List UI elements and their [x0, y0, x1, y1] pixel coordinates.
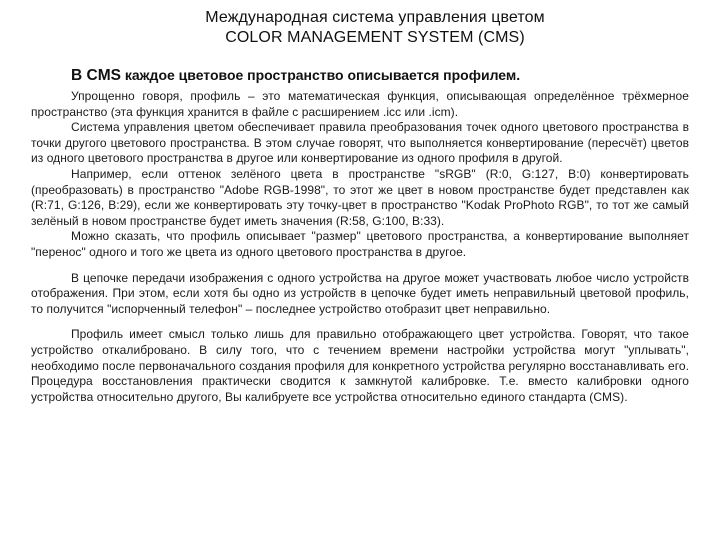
document-title [0, 8, 720, 48]
title-line-english: COLOR MANAGEMENT SYSTEM (CMS) [225, 29, 525, 46]
paragraph-gap [31, 317, 689, 327]
paragraph-profile-definition: Упрощенно говоря, профиль – это математическая функция, описывающая определённое трёхмерное пространство (эта функция хранится в файле с расширением .icc или .icm). [31, 89, 689, 119]
lead-sentence [71, 66, 689, 85]
paragraph-device-chain: В цепочке передачи изображения с одного устройства на другое может участвовать любое число устройств отображения. При этом, если хотя бы одно из устройств в цепочке будет иметь неправильный цветовой профиль, то получится "испорченный телефон" – последнее устройство отобразит цвет неправильно. [31, 270, 689, 316]
document-body [31, 66, 689, 405]
paragraph-gap [31, 261, 689, 271]
paragraph-calibration: Профиль имеет смысл только лишь для правильно отображающего цвет устройства. Говорят, что такое устройство откалибровано. В силу того, что с течением времени настройки устройства могут "уплывать", необходимо после первоначального создания профиля для конкретного устройства регулярно восстанавливать его. Процедура восстановления практически сводится к замкнутой калибровке. Т.е. вместо калибровки одного устройства относительно другого, Вы калибруете все устройства относительно единого стандарта (CMS). [31, 327, 689, 404]
paragraph-cms-rules: Система управления цветом обеспечивает правила преобразования точек одного цветового пространства в точки другого цветового пространства. В этом случае говорят, что выполняется конвертирование (пересчёт) цветов из одного цветового пространства в другое или конвертирование из одного профиля в другой. [31, 120, 689, 166]
title-line-russian: Международная система управления цветом [205, 9, 545, 26]
lead-text: каждое цветовое пространство описывается профилем. [120, 67, 521, 83]
lead-term: В CMS [71, 67, 121, 84]
paragraph-example: Например, если оттенок зелёного цвета в пространстве "sRGB" (R:0, G:127, B:0) конвертировать (преобразовать) в пространство "Adobe RGB-1998", то этот же цвет в новом пространстве будет представлен как (R:71, G:126, B:29), если же конвертировать эту точку-цвет в пространство "Kodak ProPhoto RGB", то тот же самый зелёный в новом пространстве будет иметь значения (R:58, G:100, B:33). [31, 166, 689, 228]
paragraph-size-and-transfer: Можно сказать, что профиль описывает "размер" цветового пространства, а конвертирование выполняет "перенос" одного и того же цвета из одного цветового пространства в другое. [31, 229, 689, 259]
